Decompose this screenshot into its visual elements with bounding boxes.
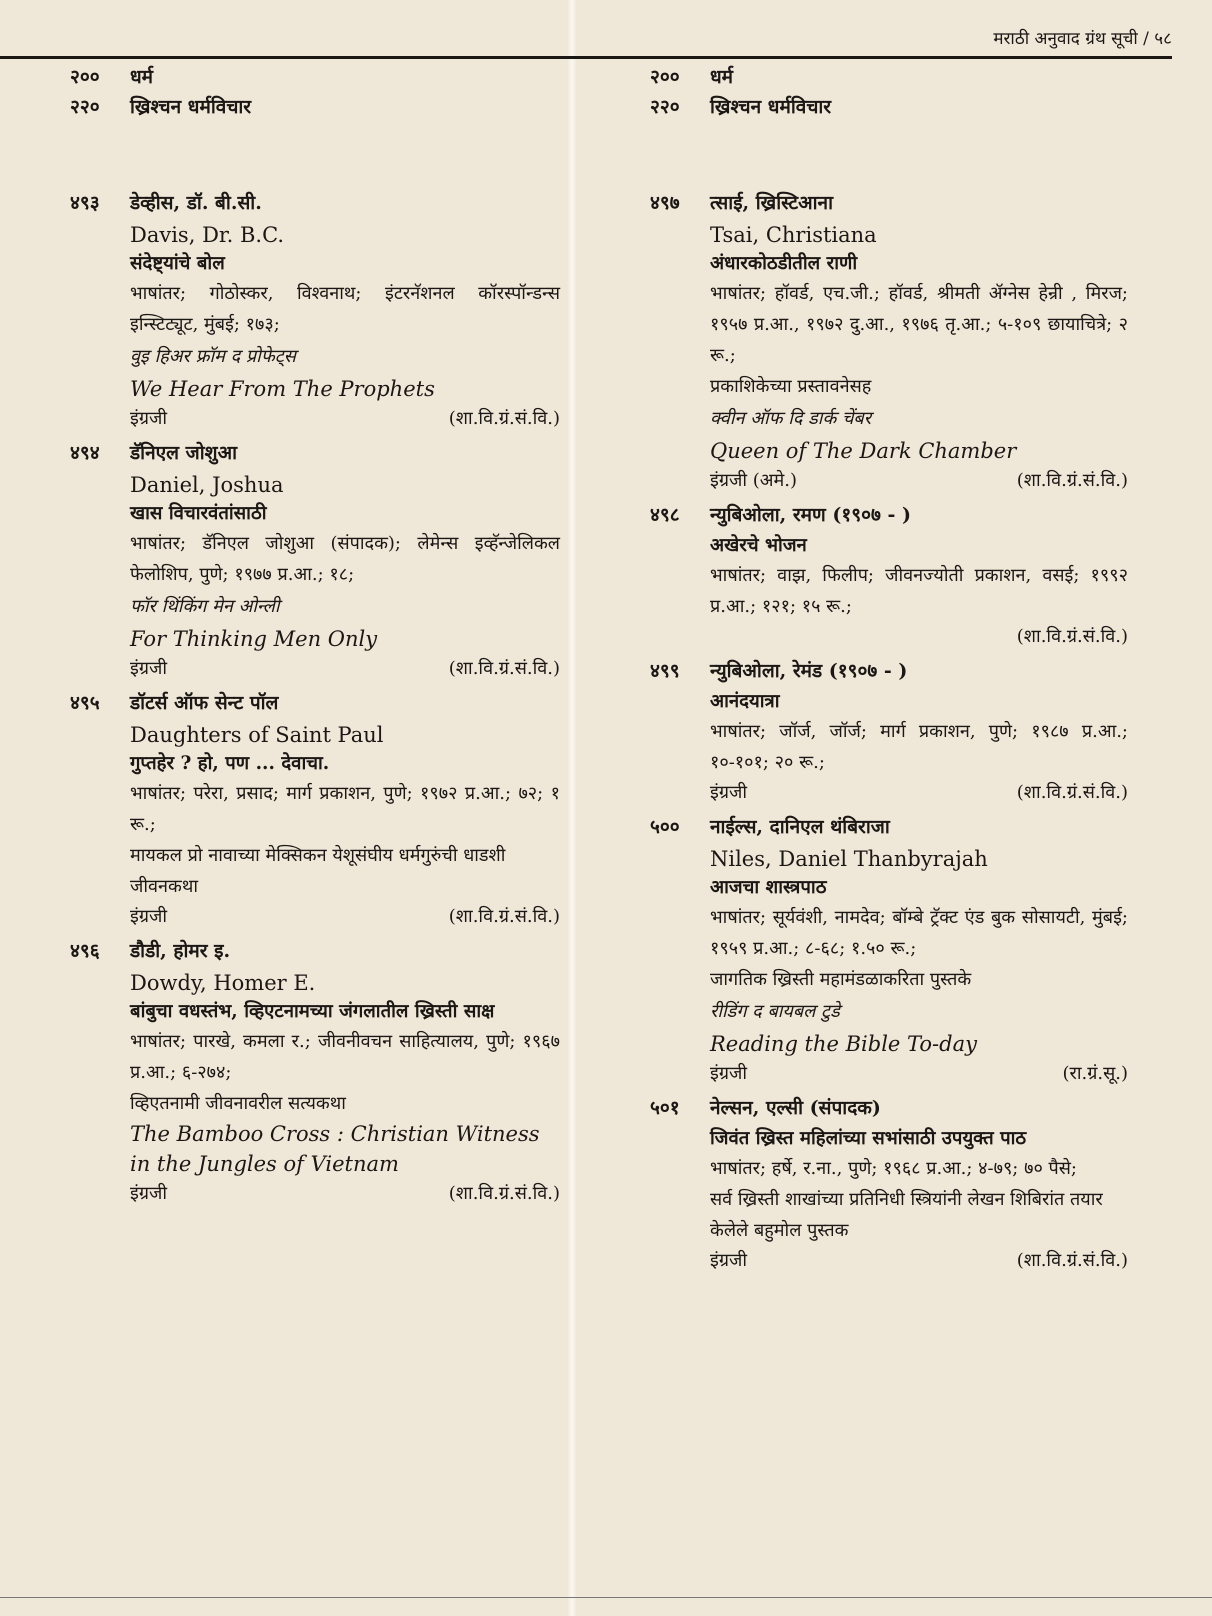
entry-author-roman: Dowdy, Homer E. <box>130 971 316 995</box>
entry-original-title-devanagari: फॉर थिंकिंग मेन ओन्ली <box>130 596 280 617</box>
entry-title: अंधारकोठडीतील राणी <box>710 253 858 274</box>
section-heading: २०० धर्म <box>650 66 734 88</box>
entry-note: मायकल प्रो नावाच्या मेक्सिकन येशूसंघीय धर्मगुरुंची धाडशी जीवनकथा <box>130 845 506 897</box>
entry-author: न्युबिओला, रमण (१९०७ - ) <box>710 504 911 526</box>
subsection-heading: २२० ख्रिश्चन धर्मविचार <box>650 96 832 118</box>
entry-source: (शा.वि.ग्रं.सं.वि.) <box>1016 1250 1128 1271</box>
entry-author-roman: Daniel, Joshua <box>130 473 284 497</box>
entry-original-title: For Thinking Men Only <box>130 627 378 651</box>
entry-number: ५०१ <box>650 1097 680 1119</box>
entry-title: खास विचारवंतांसाठी <box>130 503 267 524</box>
catalog-entry-498 <box>650 498 1128 652</box>
entry-publication: भाषांतर; जॉर्ज, जॉर्ज; मार्ग प्रकाशन, पुणे; १९८७ प्र.आ.; १०-१०१; २० रू.; <box>710 721 1128 773</box>
entry-author: न्युबिओला, रेमंड (१९०७ - ) <box>710 660 908 682</box>
entry-publication: भाषांतर; गोठोस्कर, विश्वनाथ; इंटरनॅशनल कॉरस्पॉन्डन्स इन्स्टिट्यूट, मुंबई; १७३; <box>130 283 560 335</box>
entry-publication: भाषांतर; सूर्यवंशी, नामदेव; बॉम्बे ट्रॅक्ट एंड बुक सोसायटी, मुंबई; १९५९ प्र.आ.; ८-६८; १.५० रू.; <box>710 907 1128 959</box>
entry-title: आजचा शास्त्रपाठ <box>710 877 827 898</box>
catalog-entry-494 <box>70 436 560 684</box>
entry-source: (शा.वि.ग्रं.सं.वि.) <box>1016 626 1128 647</box>
entry-source: (शा.वि.ग्रं.सं.वि.) <box>448 408 560 429</box>
entry-original-title-devanagari: क्वीन ऑफ दि डार्क चेंबर <box>710 408 872 429</box>
running-header: मराठी अनुवाद ग्रंथ सूची / ५८ <box>993 29 1172 49</box>
right-column <box>650 62 1128 1278</box>
entry-author: त्साई, ख्रिस्टिआना <box>710 192 834 214</box>
entry-source: (रा.ग्रं.सू.) <box>1062 1063 1128 1084</box>
entry-original-title: The Bamboo Cross : Christian Witness in the Jungles of Vietnam <box>130 1122 540 1176</box>
entry-title: आनंदयात्रा <box>710 691 780 712</box>
entry-language: इंग्रजी <box>710 782 748 803</box>
catalog-entry-495 <box>70 686 560 932</box>
entry-publication: भाषांतर; हॉवर्ड, एच.जी.; हॉवर्ड, श्रीमती ॲग्नेस हेन्री , मिरज; १९५७ प्र.आ., १९७२ दु.आ., १९७६ तृ.आ.; ५-१०९ छायाचित्रे; २ रू.; <box>710 283 1128 366</box>
entry-title: बांबुचा वधस्तंभ, व्हिएटनामच्या जंगलातील ख्रिस्ती साक्ष <box>130 1001 495 1022</box>
subsection-heading: २२० ख्रिश्चन धर्मविचार <box>70 96 252 118</box>
entry-original-title-devanagari: रीडिंग द बायबल टुडे <box>710 1001 840 1022</box>
catalog-entry-497 <box>650 186 1128 496</box>
entry-publication: भाषांतर; पारखे, कमला र.; जीवनीवचन साहित्यालय, पुणे; १९६७ प्र.आ.; ६-२७४; <box>130 1031 560 1083</box>
entry-original-title: We Hear From The Prophets <box>130 377 435 401</box>
entry-language: इंग्रजी <box>710 1063 748 1084</box>
entry-note: सर्व ख्रिस्ती शाखांच्या प्रतिनिधी स्त्रियांनी लेखन शिबिरांत तयार केलेले बहुमोल पुस्तक <box>710 1189 1103 1241</box>
entry-number: ४९४ <box>70 442 100 464</box>
entry-source: (शा.वि.ग्रं.सं.वि.) <box>1016 782 1128 803</box>
entry-original-title-devanagari: वुइ हिअर फ्रॉम द प्रोफेट्स <box>130 346 296 367</box>
section-heading: २०० धर्म <box>70 66 154 88</box>
entry-note: व्हिएतनामी जीवनावरील सत्यकथा <box>130 1093 346 1114</box>
entry-author: डॅनिएल जोशुआ <box>130 442 237 464</box>
entry-title: जिवंत ख्रिस्त महिलांच्या सभांसाठी उपयुक्त पाठ <box>710 1128 1027 1149</box>
catalog-entry-493 <box>70 186 560 434</box>
entry-source: (शा.वि.ग्रं.सं.वि.) <box>448 658 560 679</box>
footer-rule <box>0 1597 1212 1598</box>
header-rule <box>0 56 1172 59</box>
left-column <box>70 62 560 1211</box>
entry-author: नाईल्स, दानिएल थंबिराजा <box>710 816 890 838</box>
entry-author: डॉटर्स ऑफ सेन्ट पॉल <box>130 692 279 714</box>
entry-author-roman: Tsai, Christiana <box>710 223 877 247</box>
entry-publication: भाषांतर; वाझ, फिलीप; जीवनज्योती प्रकाशन, वसई; १९९२ प्र.आ.; १२१; १५ रू.; <box>710 565 1128 617</box>
entry-language: इंग्रजी <box>130 1183 168 1204</box>
entry-title: अखेरचे भोजन <box>710 535 807 556</box>
entry-author-roman: Davis, Dr. B.C. <box>130 223 285 247</box>
catalog-entry-499 <box>650 654 1128 808</box>
entry-language: इंग्रजी <box>130 906 168 927</box>
entry-publication: भाषांतर; परेरा, प्रसाद; मार्ग प्रकाशन, पुणे; १९७२ प्र.आ.; ७२; १ रू.; <box>130 783 560 835</box>
entry-author: नेल्सन, एल्सी (संपादक) <box>710 1097 881 1119</box>
entry-number: ४९६ <box>70 940 100 962</box>
entry-note: जागतिक ख्रिस्ती महामंडळाकरिता पुस्तके <box>710 969 972 990</box>
entry-source: (शा.वि.ग्रं.सं.वि.) <box>448 1183 560 1204</box>
entry-language: इंग्रजी <box>130 658 168 679</box>
entry-publication: भाषांतर; हर्षे, र.ना., पुणे; १९६८ प्र.आ.; ४-७९; ७० पैसे; <box>710 1158 1077 1179</box>
entry-publication: भाषांतर; डॅनिएल जोशुआ (संपादक); लेमेन्स इव्हॅन्जेलिकल फेलोशिप, पुणे; १९७७ प्र.आ.; १८; <box>130 533 560 585</box>
entry-number: ४९५ <box>70 692 100 714</box>
entry-language: इंग्रजी (अमे.) <box>710 470 798 491</box>
entry-number: ४९८ <box>650 504 680 526</box>
entry-language: इंग्रजी <box>710 1250 748 1271</box>
entry-number: ५०० <box>650 816 680 838</box>
entry-language: इंग्रजी <box>130 408 168 429</box>
entry-number: ४९९ <box>650 660 680 682</box>
entry-number: ४९७ <box>650 192 680 214</box>
catalog-entry-496 <box>70 934 560 1209</box>
catalog-entry-501 <box>650 1091 1128 1276</box>
entry-number: ४९३ <box>70 192 100 214</box>
entry-original-title: Reading the Bible To-day <box>710 1032 977 1056</box>
page-gutter <box>567 0 577 1616</box>
catalog-entry-500 <box>650 810 1128 1089</box>
entry-author: डेव्हीस, डॉ. बी.सी. <box>130 192 262 214</box>
entry-note: प्रकाशिकेच्या प्रस्तावनेसह <box>710 376 872 397</box>
entry-author-roman: Daughters of Saint Paul <box>130 723 384 747</box>
entry-title: गुप्तहेर ? हो, पण ... देवाचा. <box>130 753 330 774</box>
entry-author: डौडी, होमर इ. <box>130 940 231 962</box>
entry-source: (शा.वि.ग्रं.सं.वि.) <box>1016 470 1128 491</box>
entry-author-roman: Niles, Daniel Thanbyrajah <box>710 847 988 871</box>
entry-original-title: Queen of The Dark Chamber <box>710 439 1017 463</box>
entry-source: (शा.वि.ग्रं.सं.वि.) <box>448 906 560 927</box>
entry-title: संदेष्ट्यांचे बोल <box>130 253 225 274</box>
